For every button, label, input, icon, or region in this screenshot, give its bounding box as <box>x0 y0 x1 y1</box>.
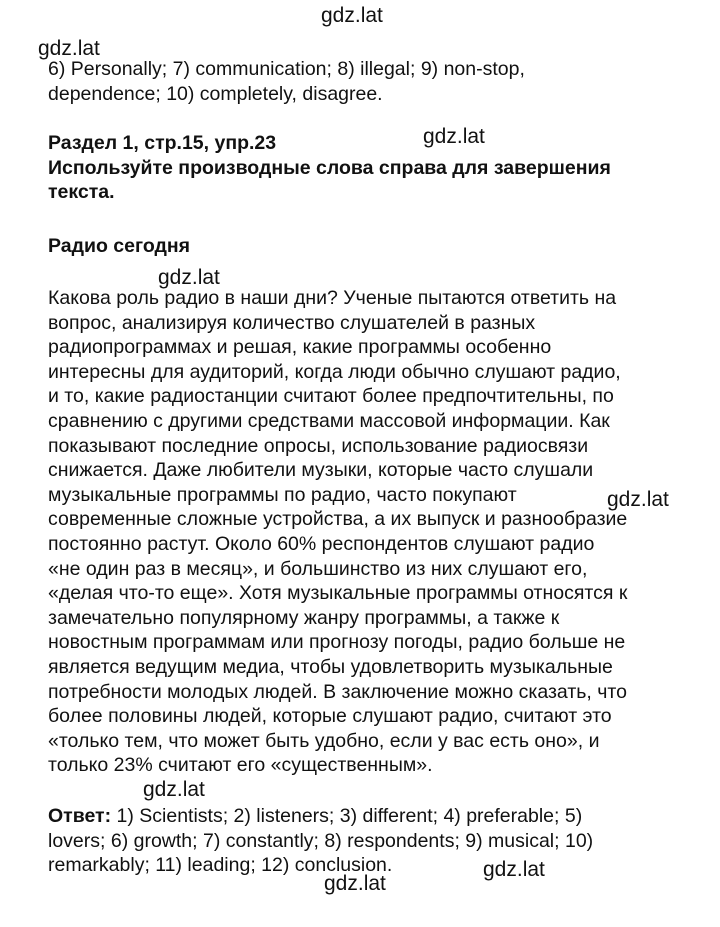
answer-line <box>48 804 593 829</box>
answer <box>48 804 593 878</box>
body-line: интересны для аудиторий, когда люди обычно слушают радио, <box>48 360 621 383</box>
watermark: gdz.lat <box>158 266 220 289</box>
exercise-instruction-line: Используйте производные слова справа для завершения <box>48 156 611 179</box>
answer-line: lovers; 6) growth; 7) constantly; 8) respondents; 9) musical; 10) <box>48 829 594 852</box>
watermark: gdz.lat <box>483 858 545 881</box>
body-line: радиопрограммах и решая, какие программы особенно <box>48 336 552 359</box>
body-line: снижается. Даже любители музыки, которые часто слушали <box>48 459 594 482</box>
body-line: постоянно растут. Около 60% респондентов слушают радио <box>48 532 595 555</box>
watermark: gdz.lat <box>423 125 485 148</box>
watermark: gdz.lat <box>321 4 383 27</box>
body-line: современные сложные устройства, а их выпуск и разнообразие <box>48 508 628 531</box>
previous-answer-line: dependence; 10) completely, disagree. <box>48 82 383 105</box>
body-line: вопрос, анализируя количество слушателей в разных <box>48 311 536 334</box>
body-line: более половины людей, которые слушают радио, считают это <box>48 705 612 728</box>
body-line: Какова роль радио в наши дни? Ученые пытаются ответить на <box>48 287 617 309</box>
exercise-header <box>48 131 611 205</box>
answer-label: Ответ: <box>48 805 112 827</box>
body-line: «только тем, что может быть удобно, если у вас есть оно», и <box>48 729 600 752</box>
previous-answer <box>48 57 525 106</box>
watermark: gdz.lat <box>143 778 205 801</box>
body-line: сравнению с другими средствами массовой информации. Как <box>48 409 610 432</box>
body-line: замечательно популярному жанру программы, а также к <box>48 606 560 629</box>
text-title: Радио сегодня <box>48 235 191 257</box>
body-line: и то, какие радиостанции считают более предпочтительны, по <box>48 385 614 408</box>
watermark: gdz.lat <box>607 488 669 511</box>
watermark: gdz.lat <box>324 872 386 895</box>
answer-text: 1) Scientists; 2) listeners; 3) different; 4) preferable; 5) <box>111 805 583 827</box>
body-line: «не один раз в месяц», и большинство из них слушают его, <box>48 557 588 580</box>
exercise-instruction-line: текста. <box>48 181 115 204</box>
body-line: «делая что-то еще». Хотя музыкальные программы относятся к <box>48 582 628 605</box>
body-line: новостным программам или прогнозу погоды, радио больше не <box>48 631 626 654</box>
body-line: музыкальные программы по радио, часто покупают <box>48 483 517 506</box>
previous-answer-line: 6) Personally; 7) communication; 8) illegal; 9) non-stop, <box>48 58 525 80</box>
body-line: только 23% считают его «существенным». <box>48 754 433 777</box>
body-line: потребности молодых людей. В заключение можно сказать, что <box>48 680 627 703</box>
body-text <box>48 286 627 778</box>
watermark: gdz.lat <box>38 37 100 60</box>
exercise-heading: Раздел 1, стр.15, упр.23 <box>48 132 277 154</box>
answer-line: remarkably; 11) leading; 12) conclusion. <box>48 854 393 877</box>
body-line: показывают последние опросы, использование радиосвязи <box>48 434 589 457</box>
body-line: является ведущим медиа, чтобы удовлетворить музыкальные <box>48 655 613 678</box>
